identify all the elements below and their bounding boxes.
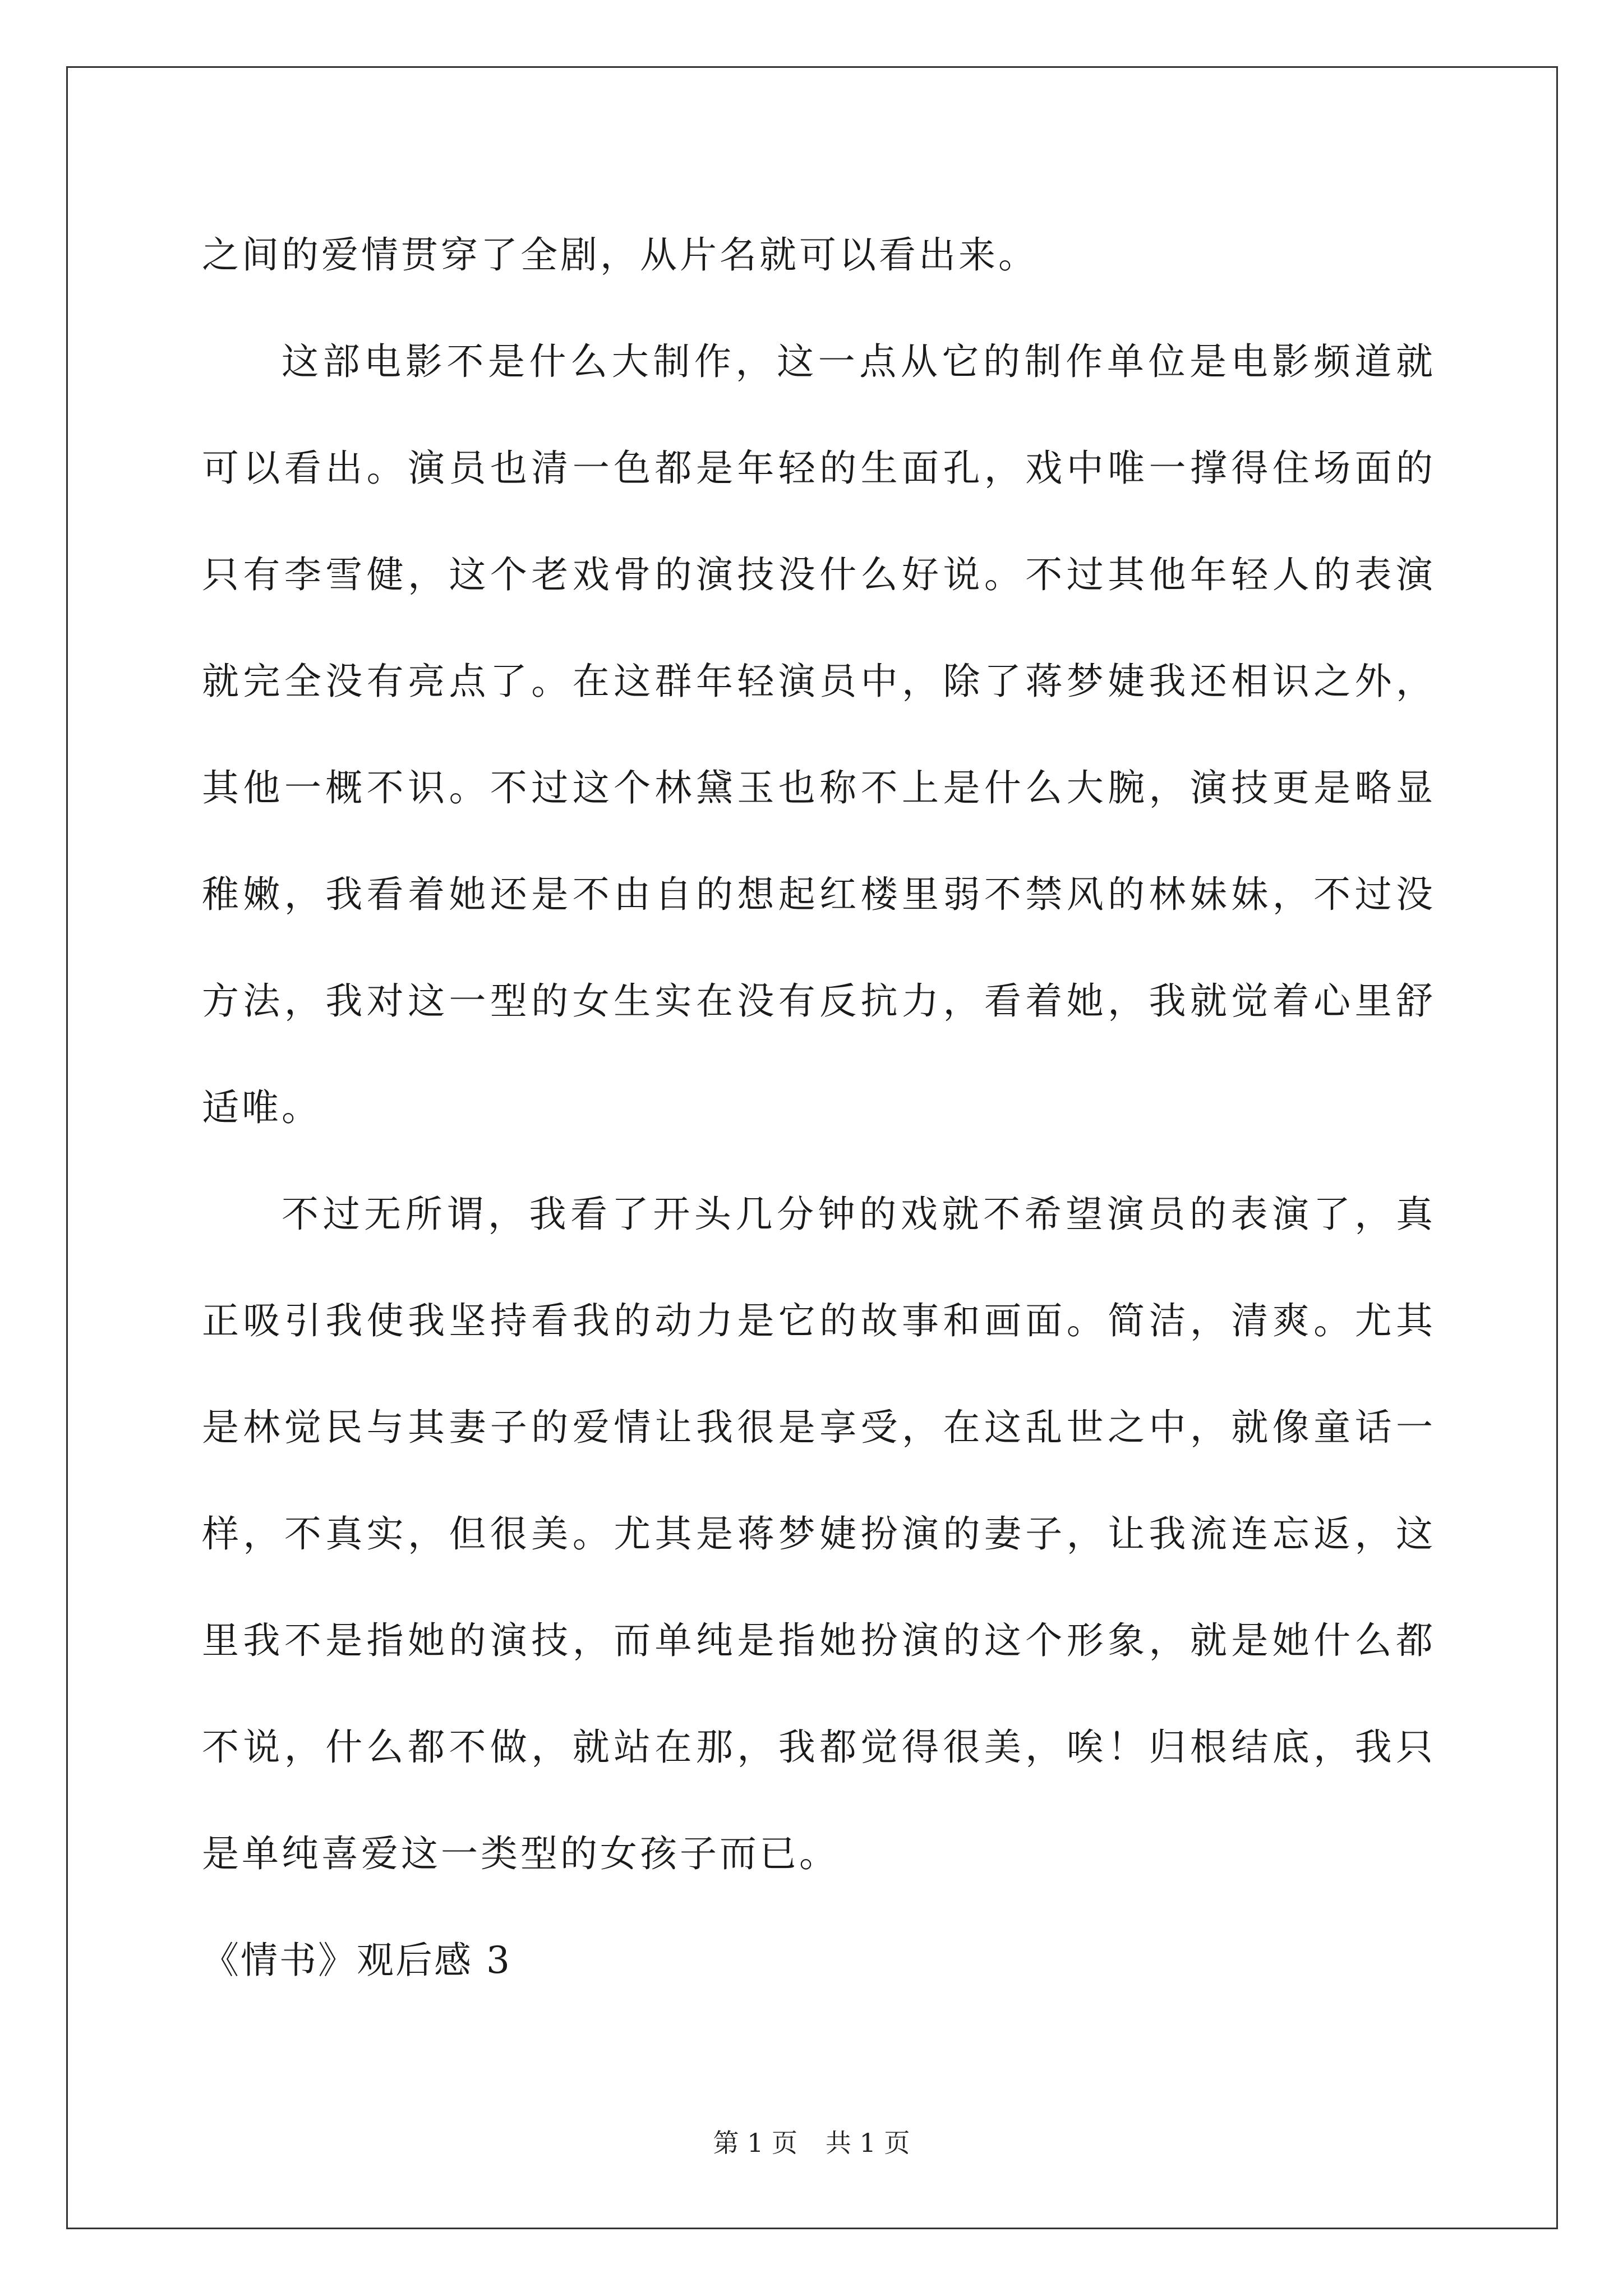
section-heading: 《情书》观后感 3 [202, 1939, 511, 1982]
paragraph-story-appeal: 不过无所谓，我看了开头几分钟的戏就不希望演员的表演了，真正吸引我使我坚持看我的动力是它的故事和画面。简洁，清爽。尤其是林觉民与其妻子的爱情让我很是享受，在这乱世之中，就像童话一样，不真实，但很美。尤其是蒋梦婕扮演的妻子，让我流连忘返，这里我不是指她的演技，而单纯是指她扮演的这个形象，就是她什么都不说，什么都不做，就站在那，我都觉得很美，唉！归根结底，我只是单纯喜爱这一类型的女孩子而已。 [202, 1193, 1436, 1875]
page-number-current: 第 1 页 [713, 2128, 797, 2158]
page-number-total: 共 1 页 [826, 2128, 910, 2158]
page-footer [0, 2126, 1623, 2160]
paragraph-film-production: 这部电影不是什么大制作，这一点从它的制作单位是电影频道就可以看出。演员也清一色都是年轻的生面孔，戏中唯一撑得住场面的只有李雪健，这个老戏骨的演技没什么好说。不过其他年轻人的表演就完全没有亮点了。在这群年轻演员中，除了蒋梦婕我还相识之外，其他一概不识。不过这个林黛玉也称不上是什么大腕，演技更是略显稚嫩，我看着她还是不由自的想起红楼里弱不禁风的林妹妹，不过没方法，我对这一型的女生实在没有反抗力，看着她，我就觉着心里舒适唯。 [202, 340, 1436, 1129]
document-body [202, 202, 1436, 2014]
paragraph-continuation: 之间的爱情贯穿了全剧，从片名就可以看出来。 [202, 233, 1038, 277]
